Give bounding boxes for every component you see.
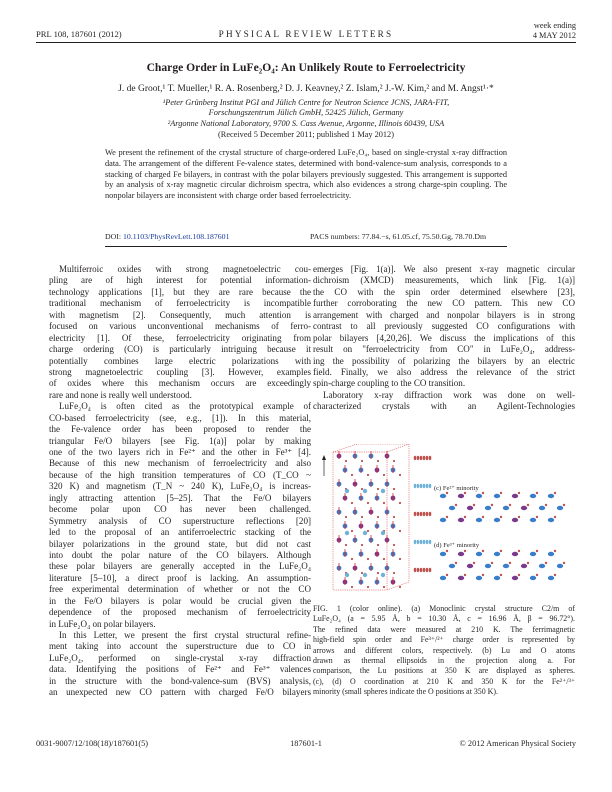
o-site — [491, 562, 493, 564]
body-text-line: free experimental determination of whether or not the CO — [49, 584, 311, 595]
thermal-ellipsoid — [429, 568, 432, 572]
lu-atom — [381, 531, 385, 535]
paper-title: Charge Order in LuFe₂O₄: An Unlikely Route to Ferroelectricity — [146, 61, 466, 74]
panel-c-coordination — [440, 492, 565, 522]
o-atom — [399, 586, 401, 588]
fe-site — [467, 564, 473, 568]
thermal-ellipsoid — [420, 484, 423, 488]
fe-site — [458, 576, 464, 580]
thermal-ellipsoid — [423, 456, 426, 460]
fe-site — [512, 576, 518, 580]
fe-site — [458, 552, 464, 556]
fe-site — [539, 564, 545, 568]
o-site — [446, 492, 448, 494]
proj-b — [414, 456, 432, 572]
fe-site — [530, 494, 536, 498]
fe-site — [512, 552, 518, 556]
doi-line — [105, 232, 229, 241]
caption-line: LuFe₂O₄ (a = 5.95 Å, b = 10.30 Å, c = 16.96 Å, β = 96.72°). — [313, 614, 575, 624]
o-site — [554, 492, 556, 494]
left-text-column — [49, 264, 311, 699]
body-text-line: arrangement with charged and nonpolar bilayers is in strong — [313, 309, 575, 320]
fe-site — [521, 564, 527, 568]
o-atom — [393, 544, 395, 546]
o-site — [500, 574, 502, 576]
fe-site — [449, 506, 455, 510]
fe-site — [449, 564, 455, 568]
body-text-line: 320 K) and magnetism (T_N ~ 240 K), LuFe₂O₄ is increas- — [49, 481, 311, 492]
o-site — [500, 550, 502, 552]
fe-site — [530, 552, 536, 556]
thermal-ellipsoid — [420, 540, 423, 544]
thermal-ellipsoid — [417, 512, 420, 516]
body-text-line: strong magnetoelectric coupling [3]. However, examples — [49, 366, 311, 377]
o-atom — [345, 460, 347, 462]
o-site — [491, 504, 493, 506]
caption-line: arrows and different colors, respectively. (b) Lu and O atoms — [313, 645, 575, 655]
o-atom — [393, 516, 395, 518]
fe-site — [548, 518, 554, 522]
fe-site — [557, 564, 563, 568]
body-text-line: traditional mechanism of ferroelectricity is incompatible — [49, 298, 311, 309]
o-site — [455, 504, 457, 506]
caption-line: drawn as thermal ellipsoids in the projection along a. For — [313, 655, 575, 665]
fe-site — [440, 576, 446, 580]
o-site — [563, 562, 565, 564]
o-site — [455, 562, 457, 564]
o-site — [473, 562, 475, 564]
o-atom — [393, 460, 395, 462]
body-text-line: these polar bilayers are generally accepted in the LuFe₂O₄ — [49, 561, 311, 572]
o-site — [563, 504, 565, 506]
footer-code: 0031-9007/12/108(18)/187601(5) — [36, 739, 148, 748]
o-atom — [399, 502, 401, 504]
pacs-numbers: PACS numbers: 77.84.−s, 61.05.cf, 75.50.Gg, 78.70.Dm — [310, 232, 487, 241]
body-text-line: CO-based ferroelectricity (see, e.g., [1]). In this material, — [49, 412, 311, 423]
body-text-line: an unexpected new CO pattern with charged Fe/O bilayers — [49, 687, 311, 698]
figure-1-caption — [313, 604, 575, 698]
fe-site — [530, 518, 536, 522]
header-rule — [36, 42, 576, 43]
fe-site — [458, 494, 464, 498]
body-text-line: pling are of high interest for potential information- — [49, 275, 311, 286]
o-atom — [383, 474, 385, 476]
o-site — [527, 504, 529, 506]
thermal-ellipsoid — [426, 512, 429, 516]
body-text-line: spin-charge coupling to the CO transition. — [313, 378, 466, 389]
o-site — [482, 550, 484, 552]
fe-site — [503, 564, 509, 568]
o-atom — [399, 474, 401, 476]
thermal-ellipsoid — [429, 484, 432, 488]
fe-site — [521, 506, 527, 510]
o-site — [536, 550, 538, 552]
body-text-line: Because of this new mechanism of ferroelectricity and also — [49, 458, 311, 469]
o-atom — [351, 502, 353, 504]
o-atom — [377, 544, 379, 546]
o-site — [500, 492, 502, 494]
o-site — [527, 562, 529, 564]
o-site — [464, 550, 466, 552]
panel-d-label: (d) Fe³⁺ minority — [434, 542, 480, 549]
atom-lattice — [337, 451, 402, 588]
fe-site — [512, 518, 518, 522]
body-text-line: dependence of the proposed mechanism of ferroelectricity — [49, 607, 311, 618]
o-site — [554, 574, 556, 576]
panel-c-label: (c) Fe²⁺ minority — [434, 485, 479, 492]
o-site — [446, 550, 448, 552]
body-text-line: literature [5–10], a direct proof is lacking. An assumption- — [49, 572, 311, 583]
body-text-line: focused on various unconventional mechanisms of ferro- — [49, 321, 311, 332]
o-atom — [367, 586, 369, 588]
fe-site — [494, 494, 500, 498]
body-text-line: Multiferroic oxides with strong magnetoelectric cou- — [59, 264, 311, 274]
body-text-line: Laboratory x-ray diffraction work was done on well- — [323, 389, 575, 400]
caption-line: comparison, the Lu positions at 350 K are displayed as spheres. — [313, 666, 575, 676]
body-text-line: because of the high transition temperatures of CO (T_CO ~ — [49, 469, 311, 480]
thermal-ellipsoid — [423, 484, 426, 488]
o-atom — [367, 474, 369, 476]
thermal-ellipsoid — [417, 456, 420, 460]
thermal-ellipsoid — [417, 568, 420, 572]
thermal-ellipsoid — [429, 540, 432, 544]
o-atom — [367, 558, 369, 560]
o-atom — [361, 488, 363, 490]
footer-page: 187601-1 — [290, 739, 322, 748]
body-text-line: contrast to all previously suggested CO configurations with — [313, 321, 575, 332]
o-atom — [351, 586, 353, 588]
body-text-line: into doubt the polar nature of the CO bilayers. Although — [49, 549, 311, 560]
body-text-line: triangular Fe/O bilayers [see Fig. 1(a)] polar by making — [49, 435, 311, 446]
fe-site — [476, 576, 482, 580]
o-atom — [351, 530, 353, 532]
issue-date-value: 4 MAY 2012 — [532, 30, 576, 40]
body-text-line: in the Fe/O bilayers is polar would be crucial given the — [49, 595, 311, 606]
body-text-line: result on "ferroelectricity from CO" in LuFe₂O₄, address- — [313, 344, 575, 355]
o-atom — [345, 516, 347, 518]
o-site — [446, 516, 448, 518]
fe-site — [485, 564, 491, 568]
fe-site — [539, 506, 545, 510]
fe-site — [494, 576, 500, 580]
caption-line: high-field spin order and Fe³⁺/²⁺ charge order is represented by — [313, 635, 575, 645]
journal-ref: PRL 108, 187601 (2012) — [36, 29, 122, 39]
o-atom — [345, 544, 347, 546]
thermal-ellipsoid — [423, 512, 426, 516]
figure-1-crystal-structure — [313, 444, 575, 596]
body-text-line: become polar upon CO has never been challenged. — [49, 504, 311, 515]
fe-site — [512, 494, 518, 498]
thermal-ellipsoid — [420, 568, 423, 572]
o-site — [536, 574, 538, 576]
o-site — [473, 504, 475, 506]
lu-atom — [345, 489, 349, 493]
fe-site — [548, 494, 554, 498]
body-text-line: ing the possibility of polarizing the bilayers by an electric — [313, 355, 575, 366]
body-text-line: data. Identifying the positions of Fe²⁺ and Fe³⁺ valences — [49, 664, 311, 675]
o-site — [464, 516, 466, 518]
issue-date — [533, 21, 576, 40]
thermal-ellipsoid — [429, 456, 432, 460]
o-site — [446, 574, 448, 576]
abstract: We present the refinement of the crystal structure of charge-ordered LuFe₂O₄, based on single-crystal x-ray diffraction data. The arrangement of the different Fe-valence states, determined with bond-valence-sum analysis, corresponds to a stacking of charged Fe bilayers, in contrast with the polar bilayers previously suggested. This arrangement is supported by an analysis of x-ray magnetic circular dichroism spectra, which also evidences a strong charge-spin coupling. The nonpolar bilayers are inconsistent with charge order based ferroelectricity. — [105, 148, 507, 201]
o-site — [536, 492, 538, 494]
o-atom — [383, 502, 385, 504]
fe-site — [440, 552, 446, 556]
body-text-line: led to the proposal of an antiferroelectric stacking of the — [49, 527, 311, 538]
fe-site — [503, 506, 509, 510]
lu-atom — [363, 489, 367, 493]
o-atom — [377, 460, 379, 462]
fe-site — [440, 494, 446, 498]
panel-d-coordination — [440, 550, 565, 580]
o-site — [545, 504, 547, 506]
fe-site — [548, 576, 554, 580]
o-site — [518, 574, 520, 576]
thermal-ellipsoid — [426, 484, 429, 488]
caption-line: (c), (d) O coordination at 210 K and 350 K for the Fe²⁺/³⁺ — [313, 676, 575, 686]
fe-site — [440, 518, 446, 522]
o-site — [500, 516, 502, 518]
o-site — [545, 562, 547, 564]
o-site — [464, 492, 466, 494]
body-text-line: ment taking into account the superstructure due to CO in — [49, 641, 311, 652]
body-text-line: electricity [1]. Of these, ferroelectricity originating from — [49, 332, 311, 343]
fe-site — [476, 518, 482, 522]
o-site — [482, 574, 484, 576]
thermal-ellipsoid — [414, 484, 417, 488]
footer-copyright: © 2012 American Physical Society — [459, 739, 576, 748]
body-text-line: with magnetism [2]. Consequently, much attention is — [49, 309, 311, 320]
thermal-ellipsoid — [417, 540, 420, 544]
body-text-line: dichroism (XMCD) measurements, which link [Fig. 1(a)] — [313, 275, 575, 286]
o-atom — [361, 460, 363, 462]
body-text-line: charge ordering (CO) is particularly intriguing because it — [49, 344, 311, 355]
thermal-ellipsoid — [426, 540, 429, 544]
lu-atom — [381, 573, 385, 577]
lu-atom — [363, 531, 367, 535]
o-atom — [367, 530, 369, 532]
o-site — [554, 550, 556, 552]
fe-site — [548, 552, 554, 556]
thermal-ellipsoid — [414, 456, 417, 460]
o-atom — [377, 572, 379, 574]
o-site — [518, 516, 520, 518]
thermal-ellipsoid — [420, 512, 423, 516]
doi-link[interactable]: 10.1103/PhysRevLett.108.187601 — [122, 232, 230, 241]
abstract-rule — [105, 246, 507, 247]
o-atom — [361, 572, 363, 574]
affiliation-1a: ¹Peter Grünberg Institut PGI and Jülich Centre for Neutron Science JCNS, JARA-FIT, — [162, 98, 450, 107]
author-list: J. de Groot,¹ T. Mueller,¹ R. A. Rosenberg,² D. J. Keavney,² Z. Islam,² J.-W. Kim,² and M. Angst¹·* — [118, 84, 494, 94]
o-atom — [393, 488, 395, 490]
body-text-line: in LuFe₂O₄ on polar bilayers. — [49, 618, 156, 629]
affiliation-1b: Forschungszentrum Jülich GmbH, 52425 Jülich, Germany — [208, 108, 404, 117]
body-text-line: ingly attracting attention [5–25]. That the Fe/O bilayers — [49, 492, 311, 503]
body-text-line: technology applications [1], but they are rare because the — [49, 286, 311, 297]
fe-site — [458, 518, 464, 522]
axis-c-icon — [322, 455, 326, 476]
fe-site — [485, 506, 491, 510]
thermal-ellipsoid — [429, 512, 432, 516]
body-text-line: the Fe-valence order has been proposed to render the — [49, 424, 311, 435]
o-atom — [399, 558, 401, 560]
thermal-ellipsoid — [414, 540, 417, 544]
body-text-line: rare and none is really well understood. — [49, 389, 192, 400]
body-text-line: polar bilayers [4,20,26]. We discuss the implications of this — [313, 332, 575, 343]
o-atom — [399, 530, 401, 532]
body-text-line: In this Letter, we present the first crystal structural refine- — [59, 630, 311, 640]
body-text-line: Symmetry analysis of CO superstructure reflections [20] — [49, 515, 311, 526]
thermal-ellipsoid — [414, 568, 417, 572]
o-atom — [383, 558, 385, 560]
fe-site — [494, 552, 500, 556]
o-atom — [377, 516, 379, 518]
o-atom — [351, 474, 353, 476]
body-text-line: of oxides where this mechanism occurs are exceedingly — [49, 378, 311, 389]
affiliation-2: ²Argonne National Laboratory, 9700 S. Cass Avenue, Argonne, Illinois 60439, USA — [167, 119, 445, 128]
o-site — [554, 516, 556, 518]
fe-site — [467, 506, 473, 510]
caption-line: The refined data were measured at 210 K. The ferrimagnetic — [313, 624, 575, 634]
o-atom — [393, 572, 395, 574]
thermal-ellipsoid — [426, 568, 429, 572]
o-site — [518, 550, 520, 552]
body-text-line: one of the two layers rich in Fe²⁺ and the other in Fe³⁺ [4]. — [49, 447, 311, 457]
body-text-line: LuFe₂O₄, performed on single-crystal x-ray diffraction — [49, 652, 311, 663]
fe-site — [494, 518, 500, 522]
body-text-line: LuFe₂O₄ is often cited as the prototypical example of — [59, 401, 311, 412]
fe-site — [476, 494, 482, 498]
caption-line: minority (small spheres indicate the O positions at 350 K). — [313, 687, 498, 697]
thermal-ellipsoid — [420, 456, 423, 460]
o-site — [482, 516, 484, 518]
doi-label: DOI: — [105, 232, 122, 241]
thermal-ellipsoid — [414, 512, 417, 516]
o-atom — [367, 502, 369, 504]
lu-atom — [345, 573, 349, 577]
lu-atom — [381, 489, 385, 493]
o-site — [518, 492, 520, 494]
lu-atom — [363, 573, 367, 577]
o-atom — [361, 516, 363, 518]
received-date: (Received 5 December 2011; published 1 May 2012) — [218, 130, 394, 139]
o-atom — [361, 544, 363, 546]
body-text-line: the CO with the spin order determined elsewhere [23], — [313, 286, 575, 297]
o-site — [482, 492, 484, 494]
body-text-line: characterized crystals with an Agilent-Technologies — [313, 401, 575, 412]
thermal-ellipsoid — [423, 540, 426, 544]
o-site — [509, 562, 511, 564]
caption-line: FIG. 1 (color online). (a) Monoclinic crystal structure C2/m of — [313, 604, 575, 613]
body-text-line: emerges [Fig. 1(a)]. We also present x-ray magnetic circular — [313, 264, 575, 274]
o-atom — [351, 558, 353, 560]
week-ending-label: week ending — [533, 21, 576, 30]
lu-atom — [345, 531, 349, 535]
o-atom — [377, 488, 379, 490]
o-site — [464, 574, 466, 576]
o-site — [509, 504, 511, 506]
right-text-column — [313, 264, 575, 413]
o-atom — [383, 586, 385, 588]
body-text-line: field. Finally, we also address the relevance of the strict — [313, 366, 575, 377]
thermal-ellipsoid — [426, 456, 429, 460]
body-text-line: bilayer polarizations in the ground state, but did not cast — [49, 538, 311, 549]
fe-site — [476, 552, 482, 556]
body-text-line: in the structure with the bond-valence-sum (BVS) analysis, — [49, 675, 311, 686]
journal-name: PHYSICAL REVIEW LETTERS — [218, 29, 394, 39]
thermal-ellipsoid — [423, 568, 426, 572]
fe-site — [530, 576, 536, 580]
thermal-ellipsoid — [417, 484, 420, 488]
body-text-line: potentially combines large electric polarizations with — [49, 355, 311, 366]
body-text-line: further corroborating the new CO pattern. This new CO — [313, 298, 575, 309]
o-site — [536, 516, 538, 518]
fe-site — [557, 506, 563, 510]
